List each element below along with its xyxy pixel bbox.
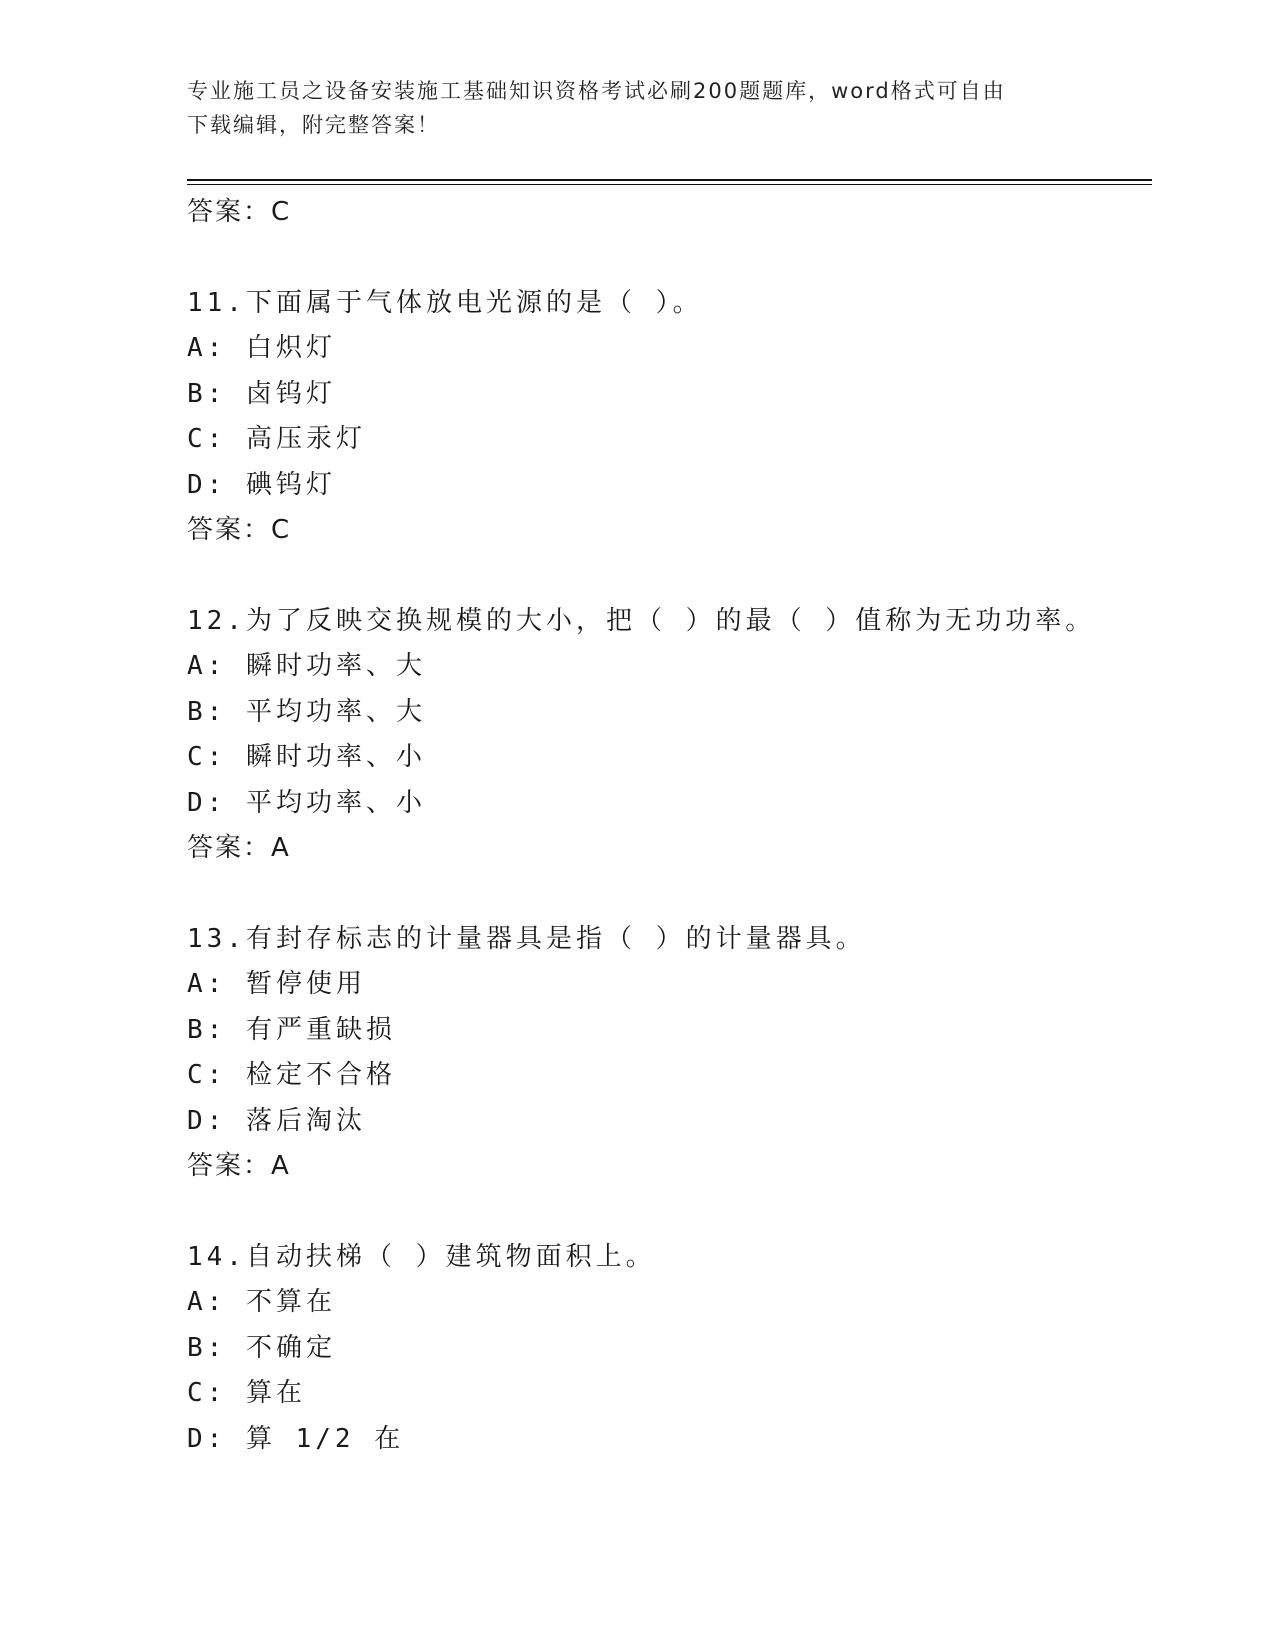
spacer: [187, 554, 1152, 599]
option-b: B: 平均功率、大: [187, 696, 426, 727]
header-line-2: 下载编辑，附完整答案！: [187, 113, 440, 137]
option-c: C: 算在: [187, 1378, 306, 1408]
answer: 答案：A: [187, 1151, 291, 1181]
question-12: [187, 599, 1152, 872]
spacer: [187, 1190, 1152, 1235]
document-header: [187, 74, 1087, 142]
spacer: [187, 236, 1152, 281]
option-c: C: 检定不合格: [187, 1060, 396, 1090]
option-a: A: 白炽灯: [187, 333, 336, 363]
option-a: A: 不算在: [187, 1287, 336, 1317]
option-b: B: 有严重缺损: [187, 1014, 396, 1045]
option-d: D: 碘钨灯: [187, 469, 336, 500]
answer: 答案：A: [187, 833, 291, 863]
header-divider-thin: [187, 184, 1152, 185]
previous-answer: 答案：C: [187, 197, 292, 227]
question-14: [187, 1235, 1152, 1463]
option-a: A: 瞬时功率、大: [187, 651, 426, 681]
header-divider-thick: [187, 179, 1152, 181]
option-d: D: 落后淘汰: [187, 1105, 366, 1136]
answer: 答案：C: [187, 515, 292, 545]
option-d: D: 算 1/2 在: [187, 1423, 405, 1454]
option-b: B: 卤钨灯: [187, 378, 336, 409]
option-c: C: 高压汞灯: [187, 424, 366, 454]
option-c: C: 瞬时功率、小: [187, 742, 426, 772]
option-b: B: 不确定: [187, 1332, 336, 1363]
question-11: [187, 281, 1152, 554]
spacer: [187, 872, 1152, 917]
question-stem: 12.为了反映交换规模的大小，把（ ）的最（ ）值称为无功功率。: [187, 605, 1096, 636]
option-d: D: 平均功率、小: [187, 787, 426, 818]
question-stem: 13.有封存标志的计量器具是指（ ）的计量器具。: [187, 923, 866, 954]
option-a: A: 暂停使用: [187, 969, 366, 999]
questions-content: [187, 190, 1152, 1462]
question-13: [187, 917, 1152, 1190]
question-stem: 14.自动扶梯（ ）建筑物面积上。: [187, 1241, 656, 1272]
question-stem: 11.下面属于气体放电光源的是（ ）。: [187, 287, 703, 318]
header-line-1: 专业施工员之设备安装施工基础知识资格考试必刷200题题库，word格式可自由: [187, 79, 1006, 103]
